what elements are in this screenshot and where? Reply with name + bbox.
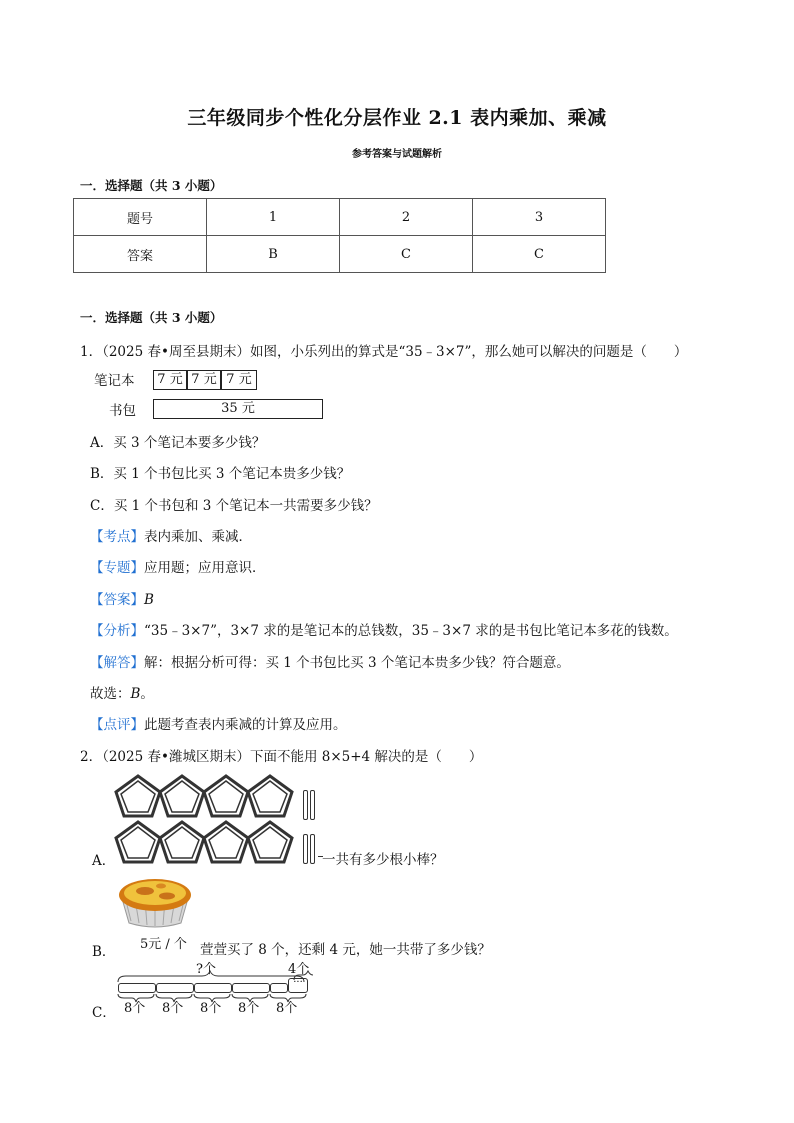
daan-text: B <box>144 592 154 608</box>
pentagon-icon <box>248 776 292 816</box>
stick-icon <box>303 834 308 864</box>
part-label: 8个 <box>200 1001 222 1016</box>
jieda-text: 解：根据分析可得：买 1 个书包比买 3 个笔记本贵多少钱？符合题意。 <box>144 655 570 671</box>
fenxi-line <box>90 619 678 639</box>
section-heading-questions: 一．选择题（共 3 小题） <box>80 310 223 325</box>
dianping-tag: 【点评】 <box>90 717 144 733</box>
dianping-text: 此题考查表内乘减的计算及应用。 <box>144 717 347 733</box>
bar-segment <box>194 983 232 993</box>
bar-segment <box>232 983 270 993</box>
stick-icon <box>310 834 315 864</box>
kaodian-tag: 【考点】 <box>90 529 144 545</box>
table-header-cell: 题号 <box>74 199 207 236</box>
jieda-line <box>90 651 570 671</box>
guxuan-prefix: 故选： <box>90 686 131 702</box>
pentagon-icon <box>248 822 292 862</box>
part-label: 8个 <box>162 1001 184 1016</box>
bar-segment <box>270 983 288 993</box>
notebook-price-box: 7 元 <box>221 370 257 390</box>
table-header-cell: 答案 <box>74 236 207 273</box>
section-heading-answers: 一．选择题（共 3 小题） <box>80 178 223 193</box>
guxuan-answer: B <box>130 686 141 702</box>
table-row-answers <box>74 236 606 273</box>
question-2-option-a-label: A． <box>92 853 116 869</box>
jieda-tag: 【解答】 <box>90 655 144 671</box>
table-cell: C <box>473 236 606 273</box>
bar-segment <box>118 983 156 993</box>
zhuanti-line <box>90 556 266 576</box>
zhuanti-tag: 【专题】 <box>90 560 144 576</box>
question-1-option-b: B．买 1 个书包比买 3 个笔记本贵多少钱？ <box>90 466 351 482</box>
stick-icon <box>303 790 308 820</box>
question-1-option-c: C．买 1 个书包和 3 个笔记本一共需要多少钱？ <box>90 498 378 514</box>
question-mark-count-label: ?个 <box>196 962 216 977</box>
question-2-option-b-label: B． <box>92 944 116 960</box>
table-cell: C <box>340 236 473 273</box>
notebook-price-box: 7 元 <box>153 370 187 390</box>
dianping-line <box>90 713 347 733</box>
pentagon-icon <box>116 822 160 862</box>
pentagon-icon <box>160 776 204 816</box>
fenxi-tag: 【分析】 <box>90 623 144 639</box>
question-2-stem: 2．（2025 春•潍城区期末）下面不能用 8×5+4 解决的是（ ） <box>80 749 483 765</box>
page-subtitle: 参考答案与试题解析 <box>352 149 442 160</box>
pentagon-icon <box>116 776 160 816</box>
notebook-label: 笔记本 <box>94 373 135 389</box>
daan-line <box>90 588 154 608</box>
kaodian-text: 表内乘加、乘减． <box>144 529 252 545</box>
question-1-option-a: A．买 3 个笔记本要多少钱？ <box>90 435 266 451</box>
egg-tart-icon <box>115 873 195 931</box>
table-row-numbers <box>74 199 606 236</box>
part-label: 8个 <box>124 1001 146 1016</box>
fenxi-text: “35﹣3×7”，3×7 求的是笔记本的总钱数，35﹣3×7 求的是书包比笔记本多花的钱数。 <box>144 623 678 639</box>
remainder-box: ··· <box>288 978 308 993</box>
four-count-label: 4个 <box>288 962 310 977</box>
bar-segment <box>156 983 194 993</box>
notebook-price-box: 7 元 <box>187 370 221 390</box>
guxuan-suffix: 。 <box>140 686 154 702</box>
question-2-option-c-label: C． <box>92 1005 116 1021</box>
table-cell: 3 <box>473 199 606 236</box>
question-2-option-a-text: 一共有多少根小棒？ <box>322 852 444 868</box>
zhuanti-text: 应用题；应用意识． <box>144 560 266 576</box>
pentagons-figure <box>112 772 312 864</box>
kaodian-line <box>90 525 252 545</box>
question-2-option-b-text: 萱萱买了 8 个，还剩 4 元，她一共带了多少钱？ <box>200 942 491 958</box>
bag-label: 书包 <box>109 403 136 419</box>
pentagon-icon <box>160 822 204 862</box>
stick-icon <box>310 790 315 820</box>
table-cell: B <box>207 236 340 273</box>
question-1-stem: 1．（2025 春•周至县期末）如图，小乐列出的算式是“35﹣3×7”，那么她可以解决的问题是（ ） <box>80 344 688 360</box>
price-label: 5元 / 个 <box>140 937 187 952</box>
pentagon-icon <box>204 776 248 816</box>
answer-table <box>73 198 606 273</box>
table-cell: 2 <box>340 199 473 236</box>
table-cell: 1 <box>207 199 340 236</box>
part-label: 8个 <box>276 1001 298 1016</box>
guxuan-line <box>90 682 154 702</box>
pentagon-icon <box>204 822 248 862</box>
page-title: 三年级同步个性化分层作业 2.1 表内乘加、乘减 <box>187 107 607 129</box>
daan-tag: 【答案】 <box>90 592 144 608</box>
top-brace <box>116 970 316 984</box>
bag-price-box: 35 元 <box>153 399 323 419</box>
part-label: 8个 <box>238 1001 260 1016</box>
